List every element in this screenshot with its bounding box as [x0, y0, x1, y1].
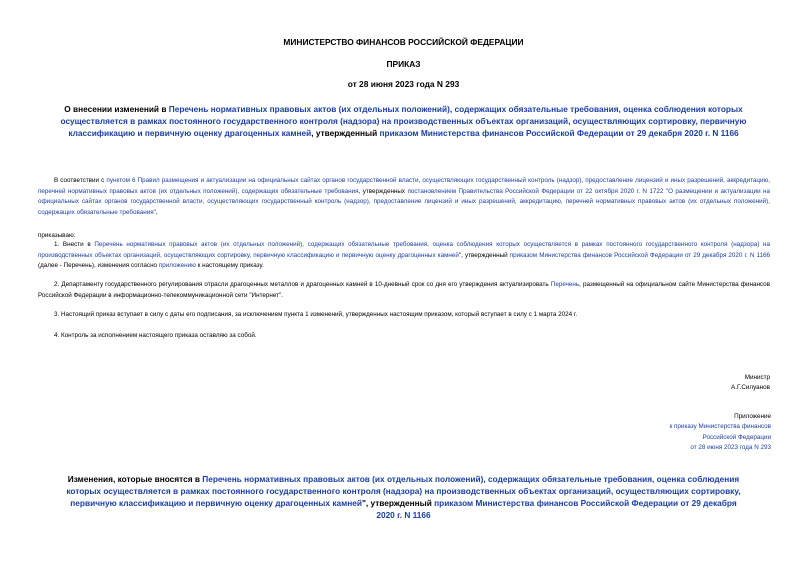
- appendix-title-middle: ", утвержденный: [361, 498, 435, 508]
- item-1-link-list[interactable]: Перечень нормативных правовых актов (их отдельных положений), содержащих обязательные требования, оценка соблюдения которых осуществляется в рамках постоянного государственного контроля (надзора) на производственных объектах организаций, осуществляющих сортировку, первичную классификацию и первичную оценку драгоценных камней: [38, 241, 770, 259]
- appendix-link-federation[interactable]: Российской Федерации: [702, 433, 771, 441]
- date-number-heading: от 28 июня 2023 года N 293: [347, 79, 460, 89]
- title-link-order[interactable]: приказом Министерства финансов Российской Федерации от 29 декабря 2020 г. N 1166: [379, 128, 739, 138]
- appendix-link-order[interactable]: к приказу Министерства финансов: [669, 423, 771, 431]
- item-3-paragraph: 3. Настоящий приказ вступает в силу с даты его подписания, за исключением пункта 1 изменений, утвержденных настоящим приказом, который вступает в силу с 1 марта 2024 г.: [54, 311, 578, 318]
- ministry-heading: МИНИСТЕРСТВО ФИНАНСОВ РОССИЙСКОЙ ФЕДЕРАЦИИ: [283, 37, 524, 47]
- document-title: [60, 103, 747, 139]
- item-2-link-list[interactable]: Перечень: [550, 281, 580, 288]
- item-1-paragraph: [38, 240, 770, 272]
- preamble-text-1: В соответствии с: [54, 177, 107, 184]
- item-1-text-b: ", утвержденный: [458, 251, 510, 259]
- appendix-title-link-list[interactable]: Перечень нормативных правовых актов (их отдельных положений), содержащих обязательные требования, оценка соблюдения которых осуществляется в рамках постоянного государственного контроля (надзора) на производственных объектах организаций, осуществляющих сортировку, первичную классификацию и первичную оценку драгоценных камней: [66, 474, 741, 508]
- appendix-title-prefix: Изменения, которые вносятся в: [67, 474, 203, 484]
- item-1-text-c: (далее - Перечень), изменения согласно: [38, 262, 159, 270]
- item-1-text-a: 1. Внести в: [54, 241, 95, 248]
- signature-name: А.Г.Силуанов: [731, 383, 770, 391]
- preamble-paragraph: [38, 176, 770, 218]
- item-2-text-a: 2. Департаменту государственного регулирования отрасли драгоценных металлов и драгоценных камней в 10-дневный срок со дня его утверждения актуализировать: [54, 281, 551, 288]
- appendix-link-date[interactable]: от 28 июня 2023 года N 293: [690, 444, 771, 452]
- title-link-list[interactable]: Перечень нормативных правовых актов (их отдельных положений), содержащих обязательные требования, оценка соблюдения которых осуществляется в рамках постоянного государственного контроля (надзора) на производственных объектах организаций, осуществляющих сортировку, первичную классификацию и первичную оценку драгоценных камней: [60, 104, 747, 138]
- item-1-text-d: к настоящему приказу.: [195, 262, 264, 270]
- item-2-text-b: , размещенный на официальном сайте Министерства финансов Российской Федерации в информационно-телекоммуникационной сети "Интернет".: [38, 281, 770, 299]
- signature-position: Министр: [744, 374, 770, 381]
- title-middle: , утвержденный: [311, 128, 380, 138]
- appendix-title: [60, 473, 747, 521]
- preamble-link-rules[interactable]: пунктом 6 Правил размещения и актуализации на официальных сайтах органов государственной власти, осуществляющих государственный контроль (надзор), предоставление лицензий и иных разрешений, аккредитацию, перечней нормативных правовых актов (их отдельных положений), содержащих обязательные требования: [38, 177, 771, 195]
- item-4-paragraph: 4. Контроль за исполнением настоящего приказа оставляю за собой.: [54, 332, 257, 339]
- appendix-block: [670, 412, 771, 454]
- item-2-paragraph: [38, 280, 770, 301]
- doc-type-heading: ПРИКАЗ: [386, 59, 421, 69]
- order-word: приказываю:: [38, 232, 76, 239]
- signature-block: [731, 373, 770, 393]
- preamble-text-3: ,: [155, 208, 158, 216]
- item-1-link-order[interactable]: приказом Министерства финансов Российской Федерации от 29 декабря 2020 г. N 1166: [509, 251, 770, 259]
- item-1-link-appendix[interactable]: приложению: [158, 262, 196, 270]
- preamble-text-2: , утвержденных: [358, 187, 408, 195]
- appendix-title-link-order[interactable]: приказом Министерства финансов Российской Федерации от 29 декабря 2020 г. N 1166: [376, 498, 737, 520]
- appendix-label: Приложение: [734, 413, 771, 420]
- title-prefix: О внесении изменений в: [64, 104, 169, 114]
- preamble-link-resolution[interactable]: постановлением Правительства Российской Федерации от 22 октября 2020 г. N 1722 "О размещении и актуализации на официальных сайтах органов государственной власти, осуществляющих государственный контроль (надзор), предоставление лицензий и иных разрешений, аккредитацию, перечней нормативных правовых актов (их отдельных положений), содержащих обязательные требования": [38, 187, 771, 216]
